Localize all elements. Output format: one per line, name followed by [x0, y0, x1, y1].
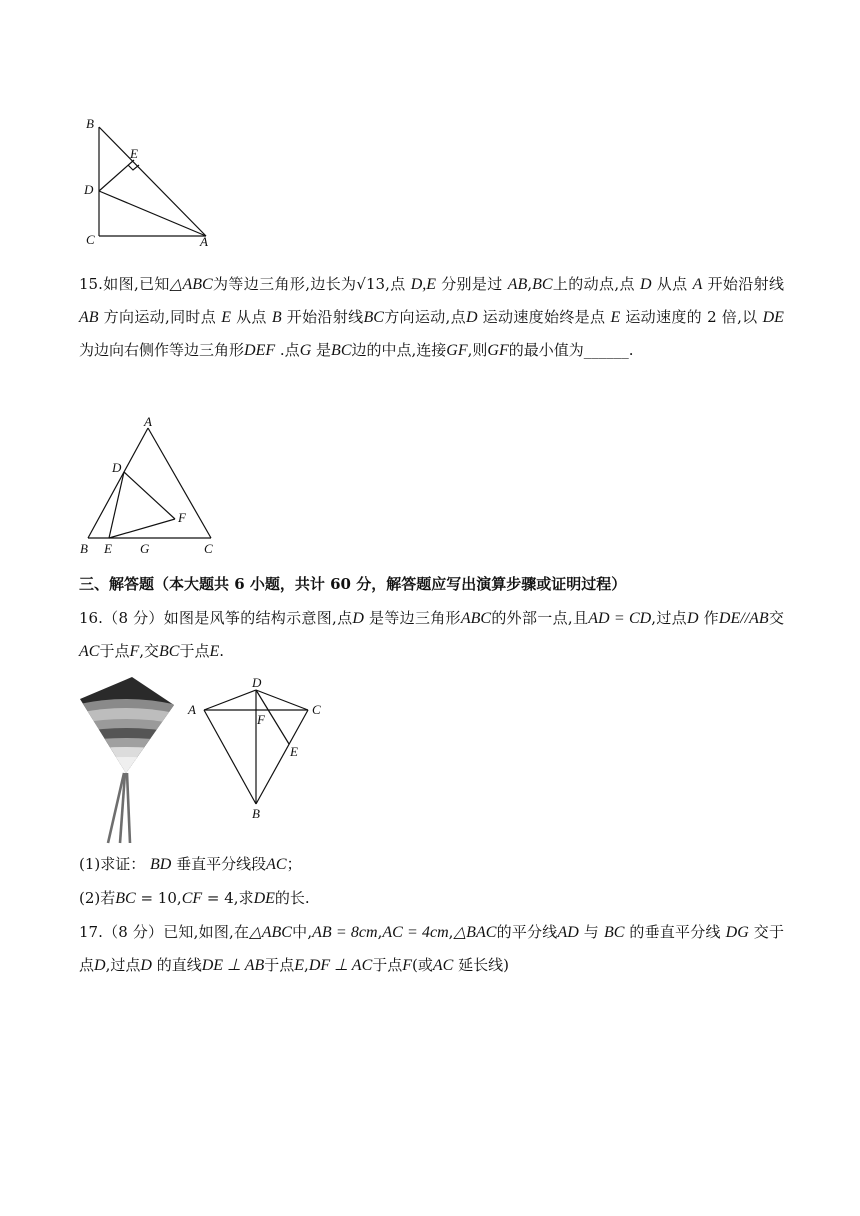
- figure-right-triangle: [80, 112, 220, 252]
- label-E: E: [104, 541, 112, 556]
- label-E: E: [130, 146, 138, 161]
- label-B: B: [252, 806, 260, 821]
- question-16: 16.（8 分）如图是风筝的结构示意图,点D 是等边三角形ABC的外部一点,且AD = CD,过点D 作DE//AB交AC于点F,交BC于点E.: [79, 609, 784, 660]
- segment-AD: [204, 690, 256, 710]
- label-G: G: [140, 541, 150, 556]
- segment-DE: [109, 472, 124, 538]
- label-C: C: [86, 232, 95, 247]
- kite-image: [78, 675, 178, 845]
- label-D: D: [252, 675, 262, 690]
- label-D: D: [84, 182, 94, 197]
- segment-AB: [204, 710, 256, 804]
- question-17: 17.（8 分）已知,如图,在△ABC中,AB = 8cm,AC = 4cm,△BAC的平分线AD 与 BC 的垂直平分线 DG 交于点D,过点D 的直线DE ⊥ AB于点E,DF ⊥ AC于点F(或AC 延长线): [79, 923, 784, 974]
- segment-DF: [124, 472, 175, 519]
- label-E: E: [290, 744, 298, 759]
- section-heading: 三、解答题（本大题共 6 小题，共计 60 分，解答题应写出演算步骤或证明过程）: [79, 575, 627, 593]
- figure-kite-structure: [184, 672, 334, 824]
- question-16-part-1: (1)求证： BD 垂直平分线段AC；: [79, 855, 302, 873]
- label-C: C: [204, 541, 213, 556]
- right-angle-mark: [128, 165, 139, 170]
- segment-DC: [256, 690, 308, 710]
- label-A: A: [188, 702, 196, 717]
- label-F: F: [257, 712, 265, 727]
- sqrt-13: √13: [356, 275, 386, 293]
- question-15: 15.如图,已知△ABC为等边三角形,边长为√13,点 D,E 分别是过 AB,BC上的动点,点 D 从点 A 开始沿射线 AB 方向运动,同时点 E 从点 B 开始沿射线BC方向运动,点D 运动速度始终是点 E 运动速度的 2 倍,以 DE 为边向右侧作等边三角形DEF .点G 是BC边的中点,连接GF,则GF的最小值为______.: [79, 275, 784, 359]
- label-C: C: [312, 702, 321, 717]
- segment-EF: [109, 519, 175, 538]
- question-16-part-2: (2)若BC = 10,CF = 4,求DE的长.: [79, 889, 310, 907]
- segment-AB: [88, 428, 148, 538]
- label-F: F: [178, 510, 186, 525]
- label-B: B: [80, 541, 88, 556]
- label-A: A: [200, 234, 208, 249]
- label-D: D: [112, 460, 122, 475]
- segment-DE: [99, 160, 134, 191]
- label-B: B: [86, 116, 94, 131]
- figure-equilateral-triangle: [76, 414, 226, 560]
- segment-DA: [99, 191, 206, 236]
- segment-BA: [99, 127, 206, 236]
- label-A: A: [144, 414, 152, 429]
